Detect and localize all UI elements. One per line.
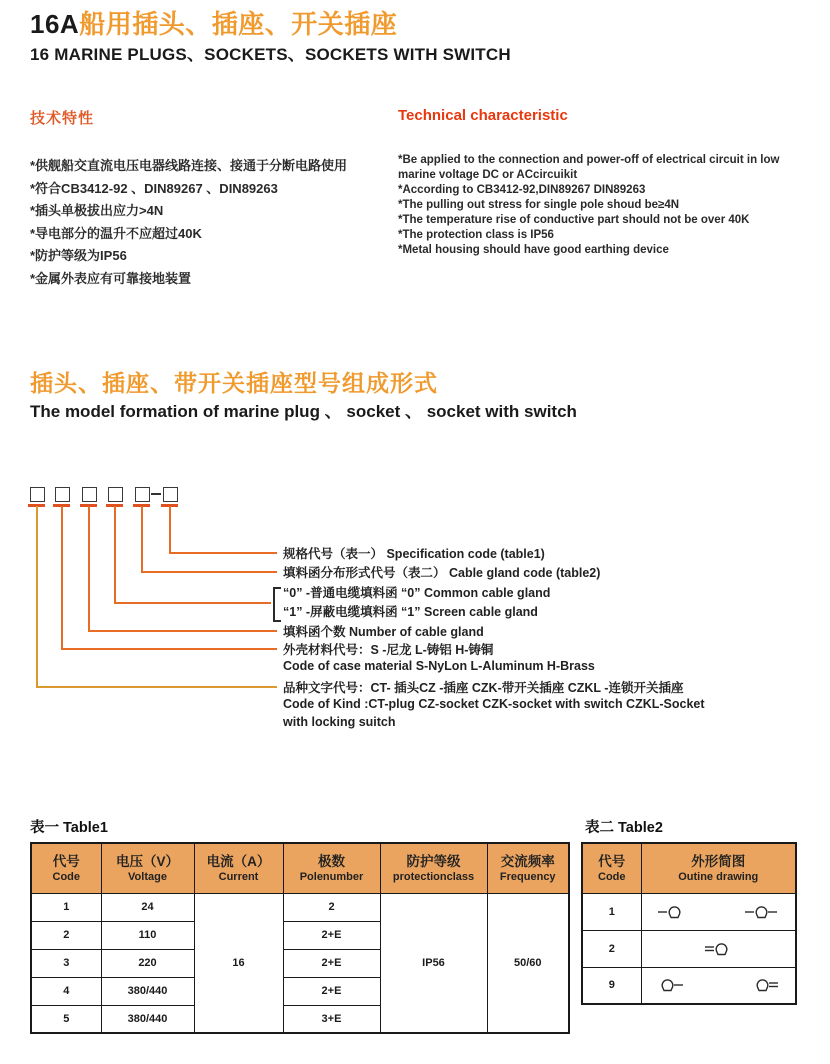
connector-line [36,686,277,688]
cell-pole: 2+E [283,977,380,1005]
tech-column-cn [30,107,395,290]
col-header-en: Code [52,870,80,883]
table-row [582,930,796,967]
tech-list-en [398,153,818,258]
connector-line [61,506,63,650]
col-header-voltage [101,843,194,893]
label-kind-en: Code of Kind :CT-plug CZ-socket CZK-socket with switch CZKL-Socket [283,697,705,711]
model-code-box-6 [163,487,178,502]
tech-item-en: *Metal housing should have good earthing device [398,244,669,256]
model-code-dash [151,493,161,495]
label-kind-cn: 品种文字代号：CT- 插头CZ -插座 CZK-带开关插座 CZKL -连锁开关插座 [283,681,684,695]
label-kind-en2: with locking suitch [283,715,396,729]
cell-code: 2 [582,930,641,967]
connector-line [169,506,171,554]
cell-current-merged: 16 [194,893,283,1033]
label-gland-number: 填料函个数 Number of cable gland [283,625,484,639]
model-formation-diagram [30,485,810,745]
col-header-cn: 交流频率 [500,853,555,869]
table2-header-row [582,843,796,893]
table-row [582,967,796,1004]
connector-line [141,506,143,573]
tech-item-cn: *符合CB3412-92 、DIN89267 、DIN89263 [30,180,278,196]
table2-label: 表二 Table2 [585,820,663,836]
gland-stub-both-icon [745,904,779,920]
table1 [30,842,570,1034]
connector-line [141,571,277,573]
title-prefix: 16A [30,9,80,39]
col-header-en: Voltage [128,870,167,883]
col-header-polenumber [283,843,380,893]
col-header-cn: 极数 [318,853,345,869]
tech-column-en [398,107,818,258]
cell-outline-drawing [641,893,796,930]
col-header-cn: 代号 [52,853,80,869]
col-header-current [194,843,283,893]
cell-voltage: 220 [101,949,194,977]
gland-double-stub-right-icon [753,977,779,993]
cell-outline-drawing [641,930,796,967]
tech-item-en: *The protection class is IP56 [398,229,554,241]
tech-item-en: *The pulling out stress for single pole shoud be≥4N [398,199,680,211]
option-bracket [273,587,281,622]
connector-line [114,506,116,604]
connector-line [114,602,271,604]
connector-line [36,506,38,688]
model-code-box-1 [30,487,45,502]
model-title-en: The model formation of marine plug 、 socket 、 socket with switch [30,402,577,421]
tech-item-en: *According to CB3412-92,DIN89267 DIN89263 [398,184,646,196]
table1-label: 表一 Table1 [30,820,108,836]
cell-code: 2 [31,921,101,949]
cell-frequency-merged: 50/60 [487,893,569,1033]
tech-item-en: *Be applied to the connection and power-off of electrical circuit in low marine voltage DC or ACcircuikit [398,154,780,181]
tech-item-cn: *供舰船交直流电压电器线路连接、接通于分断电路使用 [30,158,348,173]
cell-pole: 2 [283,893,380,921]
cell-code: 4 [31,977,101,1005]
col-header-en: Current [218,870,259,883]
tech-item-cn: *防护等级为IP56 [30,248,127,263]
col-header-en: Outine drawing [678,870,759,883]
label-spec-code: 规格代号（表一） Specification code (table1) [283,547,545,561]
col-header-en: Frequency [499,870,556,883]
label-material-cn: 外壳材料代号：S -尼龙 L-铸铝 H-铸铜 [283,643,494,657]
label-gland-0: “0” -普通电缆填料函 “0” Common cable gland [283,586,551,600]
cell-protection-merged: IP56 [380,893,487,1033]
connector-line [88,630,277,632]
tech-item-en: *The temperature rise of conductive part should not be over 40K [398,214,750,226]
cell-code: 1 [582,893,641,930]
label-material-en: Code of case material S-NyLon L-Aluminum H-Brass [283,659,595,673]
cell-pole: 2+E [283,949,380,977]
gland-stub-left-icon [658,904,684,920]
model-code-box-4 [108,487,123,502]
label-gland-code: 填料函分布形式代号（表二） Cable gland code (table2) [283,566,601,580]
tech-item-cn: *插头单极拔出应力>4N [30,203,164,218]
table-row [31,893,569,921]
label-gland-1: “1” -屏蔽电缆填料函 “1” Screen cable gland [283,605,538,619]
cell-code: 5 [31,1005,101,1033]
tech-heading-cn: 技术特性 [30,110,95,127]
cell-pole: 2+E [283,921,380,949]
model-section-header [30,370,577,422]
col-header-protection [380,843,487,893]
col-header-code [582,843,641,893]
col-header-cn: 电压（V） [115,853,179,869]
cell-voltage: 380/440 [101,1005,194,1033]
title-chinese: 船用插头、插座、开关插座 [79,9,398,39]
table1-header-row [31,843,569,893]
cell-pole: 3+E [283,1005,380,1033]
cell-code: 3 [31,949,101,977]
connector-line [61,648,277,650]
cell-voltage: 380/440 [101,977,194,1005]
connector-line [88,506,90,632]
col-header-outline-drawing [641,843,796,893]
table2 [581,842,797,1005]
model-code-box-2 [55,487,70,502]
cell-code: 1 [31,893,101,921]
page-title [30,10,511,38]
cell-code: 9 [582,967,641,1004]
model-code-box-3 [82,487,97,502]
col-header-en: Code [598,870,626,883]
cell-outline-drawing [641,967,796,1004]
col-header-frequency [487,843,569,893]
table-row [582,893,796,930]
cell-voltage: 110 [101,921,194,949]
model-code-box-5 [135,487,150,502]
cell-voltage: 24 [101,893,194,921]
model-title-cn: 插头、插座、带开关插座型号组成形式 [30,370,438,396]
tech-item-cn: *导电部分的温升不应超过40K [30,225,202,241]
tech-list-cn [30,155,395,290]
page-header [30,10,511,65]
gland-double-stub-left-icon [705,941,731,957]
col-header-cn: 电流（A） [206,853,271,869]
col-header-en: protectionclass [392,870,475,883]
col-header-code [31,843,101,893]
col-header-cn: 外形简图 [691,853,746,869]
col-header-en: Polenumber [299,870,364,883]
col-header-cn: 代号 [598,853,626,869]
gland-stub-right-icon [658,977,684,993]
tech-heading-en: Technical characteristic [398,107,568,124]
col-header-cn: 防护等级 [406,853,461,869]
tech-item-cn: *金属外表应有可靠接地装置 [30,270,192,286]
connector-line [169,552,277,554]
page-subtitle: 16 MARINE PLUGS、SOCKETS、SOCKETS WITH SWITCH [30,45,511,64]
